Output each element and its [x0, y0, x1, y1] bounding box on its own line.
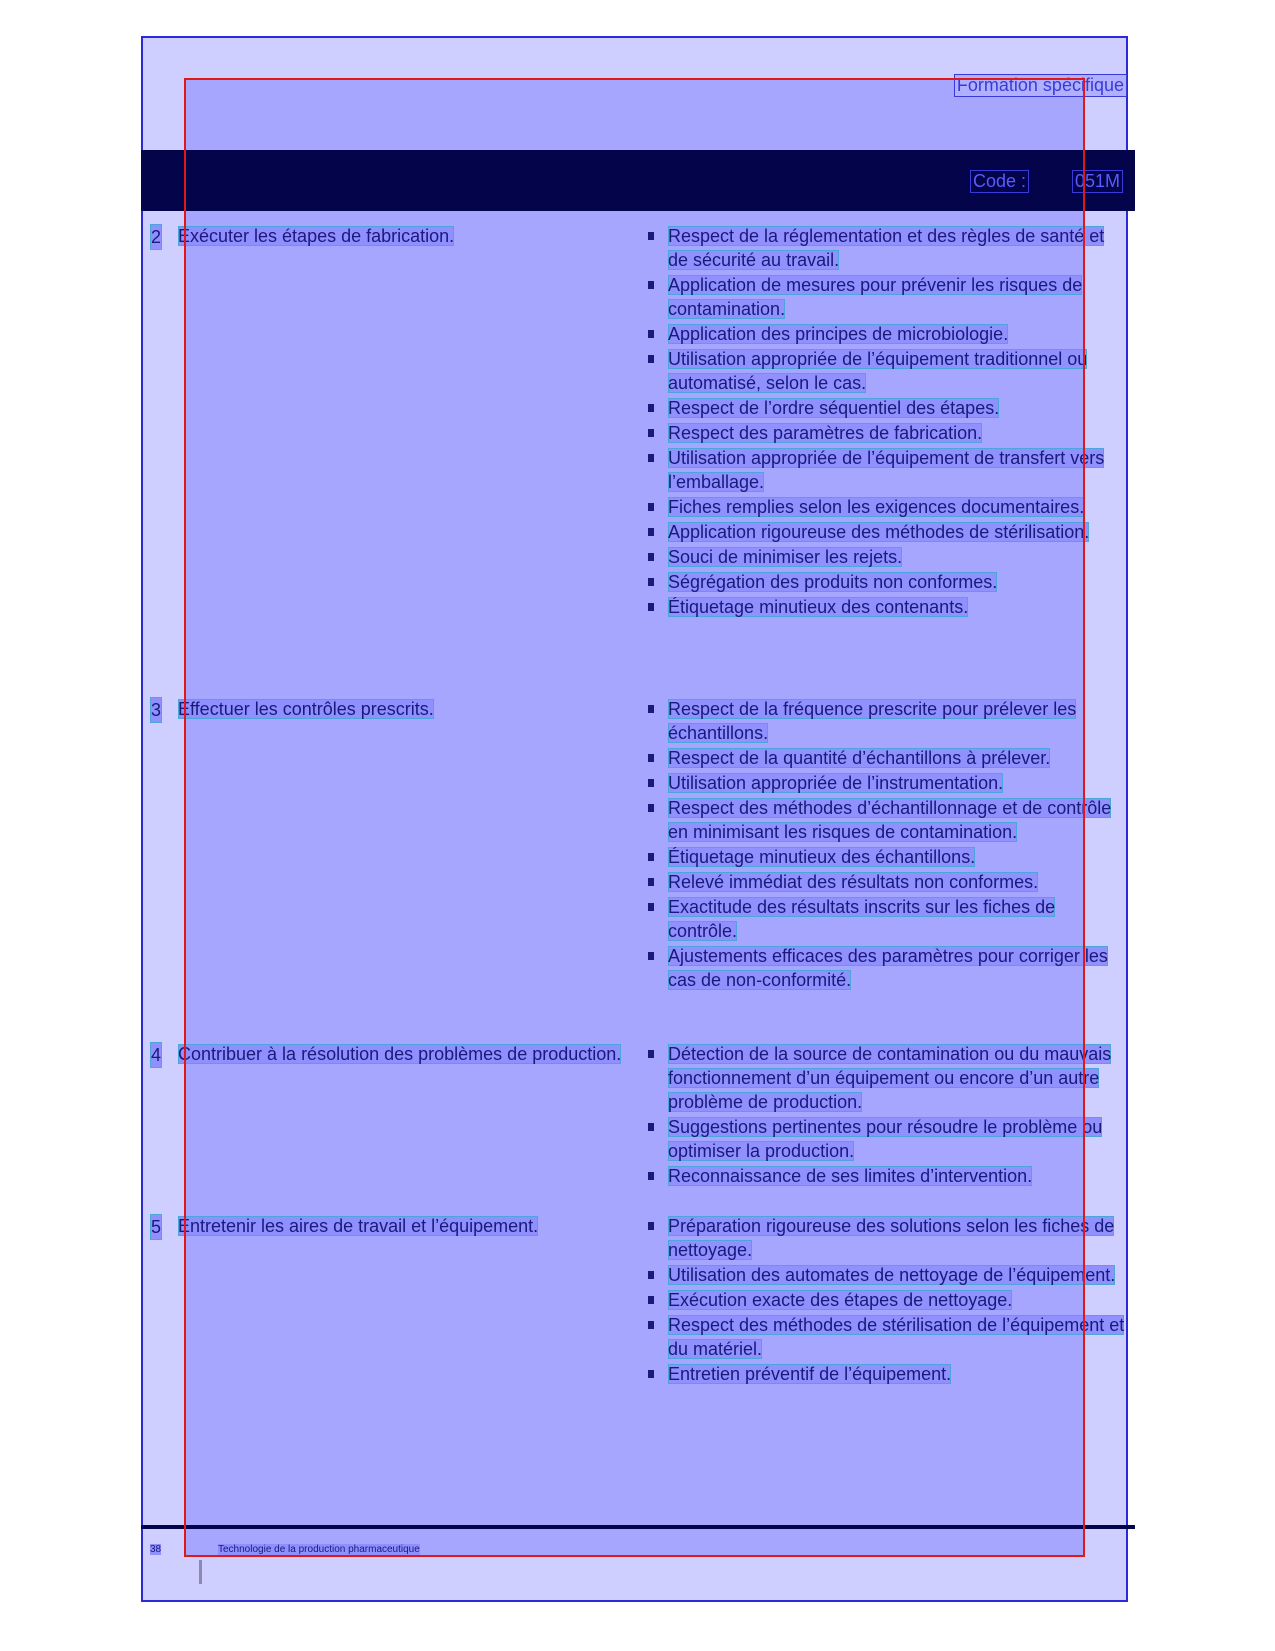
element-number: 3 [150, 697, 162, 723]
bullet-icon [648, 232, 654, 240]
bullet-icon [648, 281, 654, 289]
criteria-list [646, 224, 1126, 620]
footer-mark [199, 1560, 202, 1584]
bullet-icon [648, 1123, 654, 1131]
criterion-item: Reconnaissance de ses limites d’intervention. [646, 1164, 1126, 1188]
criterion-item: Entretien préventif de l’équipement. [646, 1362, 1126, 1386]
criterion-item: Respect des paramètres de fabrication. [646, 421, 1126, 445]
footer-text: Technologie de la production pharmaceutique [218, 1544, 420, 1555]
criterion-item: Étiquetage minutieux des contenants. [646, 595, 1126, 619]
criterion-item: Utilisation appropriée de l’instrumentation. [646, 771, 1126, 795]
bullet-icon [648, 528, 654, 536]
bullet-icon [648, 1271, 654, 1279]
element-number: 4 [150, 1042, 162, 1068]
element-number: 5 [150, 1214, 162, 1240]
criteria-list [646, 697, 1126, 993]
criterion-item: Suggestions pertinentes pour résoudre le problème ou optimiser la production. [646, 1115, 1126, 1163]
bullet-icon [648, 952, 654, 960]
element-title-text: Entretenir les aires de travail et l’équipement. [178, 1216, 539, 1236]
bullet-icon [648, 754, 654, 762]
bullet-icon [648, 1222, 654, 1230]
criterion-item: Respect de la fréquence prescrite pour prélever les échantillons. [646, 697, 1126, 745]
criterion-item: Application des principes de microbiologie. [646, 322, 1126, 346]
criteria-list [646, 1042, 1126, 1189]
criterion-item: Exactitude des résultats inscrits sur les fiches de contrôle. [646, 895, 1126, 943]
element-title [178, 224, 644, 248]
criterion-item: Souci de minimiser les rejets. [646, 545, 1126, 569]
bullet-icon [648, 1370, 654, 1378]
bullet-icon [648, 853, 654, 861]
code-label: Code : [970, 170, 1029, 193]
criterion-item: Utilisation des automates de nettoyage de l’équipement. [646, 1263, 1126, 1287]
bullet-icon [648, 878, 654, 886]
element-title-text: Contribuer à la résolution des problèmes de production. [178, 1044, 622, 1064]
element-title-text: Effectuer les contrôles prescrits. [178, 699, 434, 719]
bullet-icon [648, 454, 654, 462]
footer-page-number: 38 [150, 1544, 162, 1555]
footer-rule [141, 1525, 1135, 1529]
bullet-icon [648, 1296, 654, 1304]
element-title [178, 1042, 644, 1066]
criterion-item: Application de mesures pour prévenir les risques de contamination. [646, 273, 1126, 321]
bullet-icon [648, 1050, 654, 1058]
element-title [178, 1214, 644, 1238]
element-title-text: Exécuter les étapes de fabrication. [178, 226, 455, 246]
criterion-item: Préparation rigoureuse des solutions selon les fiches de nettoyage. [646, 1214, 1126, 1262]
bullet-icon [648, 553, 654, 561]
bullet-icon [648, 804, 654, 812]
criteria-list [646, 1214, 1126, 1387]
bullet-icon [648, 903, 654, 911]
criterion-item: Ajustements efficaces des paramètres pour corriger les cas de non-conformité. [646, 944, 1126, 992]
criterion-item: Exécution exacte des étapes de nettoyage. [646, 1288, 1126, 1312]
bullet-icon [648, 355, 654, 363]
criterion-item: Application rigoureuse des méthodes de stérilisation. [646, 520, 1126, 544]
bullet-icon [648, 330, 654, 338]
bullet-icon [648, 779, 654, 787]
criterion-item: Respect de l’ordre séquentiel des étapes. [646, 396, 1126, 420]
criterion-item: Utilisation appropriée de l’équipement de transfert vers l’emballage. [646, 446, 1126, 494]
bullet-icon [648, 1172, 654, 1180]
element-number: 2 [150, 224, 162, 250]
bullet-icon [648, 578, 654, 586]
bullet-icon [648, 1321, 654, 1329]
header-title: Formation spécifique [954, 74, 1127, 97]
criterion-item: Respect de la quantité d’échantillons à prélever. [646, 746, 1126, 770]
criterion-item: Relevé immédiat des résultats non conformes. [646, 870, 1126, 894]
criterion-item: Respect des méthodes d’échantillonnage et de contrôle en minimisant les risques de contamination. [646, 796, 1126, 844]
element-title [178, 697, 644, 721]
bullet-icon [648, 603, 654, 611]
criterion-item: Respect de la réglementation et des règles de santé et de sécurité au travail. [646, 224, 1126, 272]
code-value: 051M [1072, 170, 1123, 193]
criterion-item: Ségrégation des produits non conformes. [646, 570, 1126, 594]
criterion-item: Fiches remplies selon les exigences documentaires. [646, 495, 1126, 519]
bullet-icon [648, 705, 654, 713]
bullet-icon [648, 503, 654, 511]
criterion-item: Utilisation appropriée de l’équipement traditionnel ou automatisé, selon le cas. [646, 347, 1126, 395]
criterion-item: Détection de la source de contamination ou du mauvais fonctionnement d’un équipement ou encore d’un autre problème de production. [646, 1042, 1126, 1114]
criterion-item: Étiquetage minutieux des échantillons. [646, 845, 1126, 869]
criterion-item: Respect des méthodes de stérilisation de l’équipement et du matériel. [646, 1313, 1126, 1361]
bullet-icon [648, 429, 654, 437]
bullet-icon [648, 404, 654, 412]
